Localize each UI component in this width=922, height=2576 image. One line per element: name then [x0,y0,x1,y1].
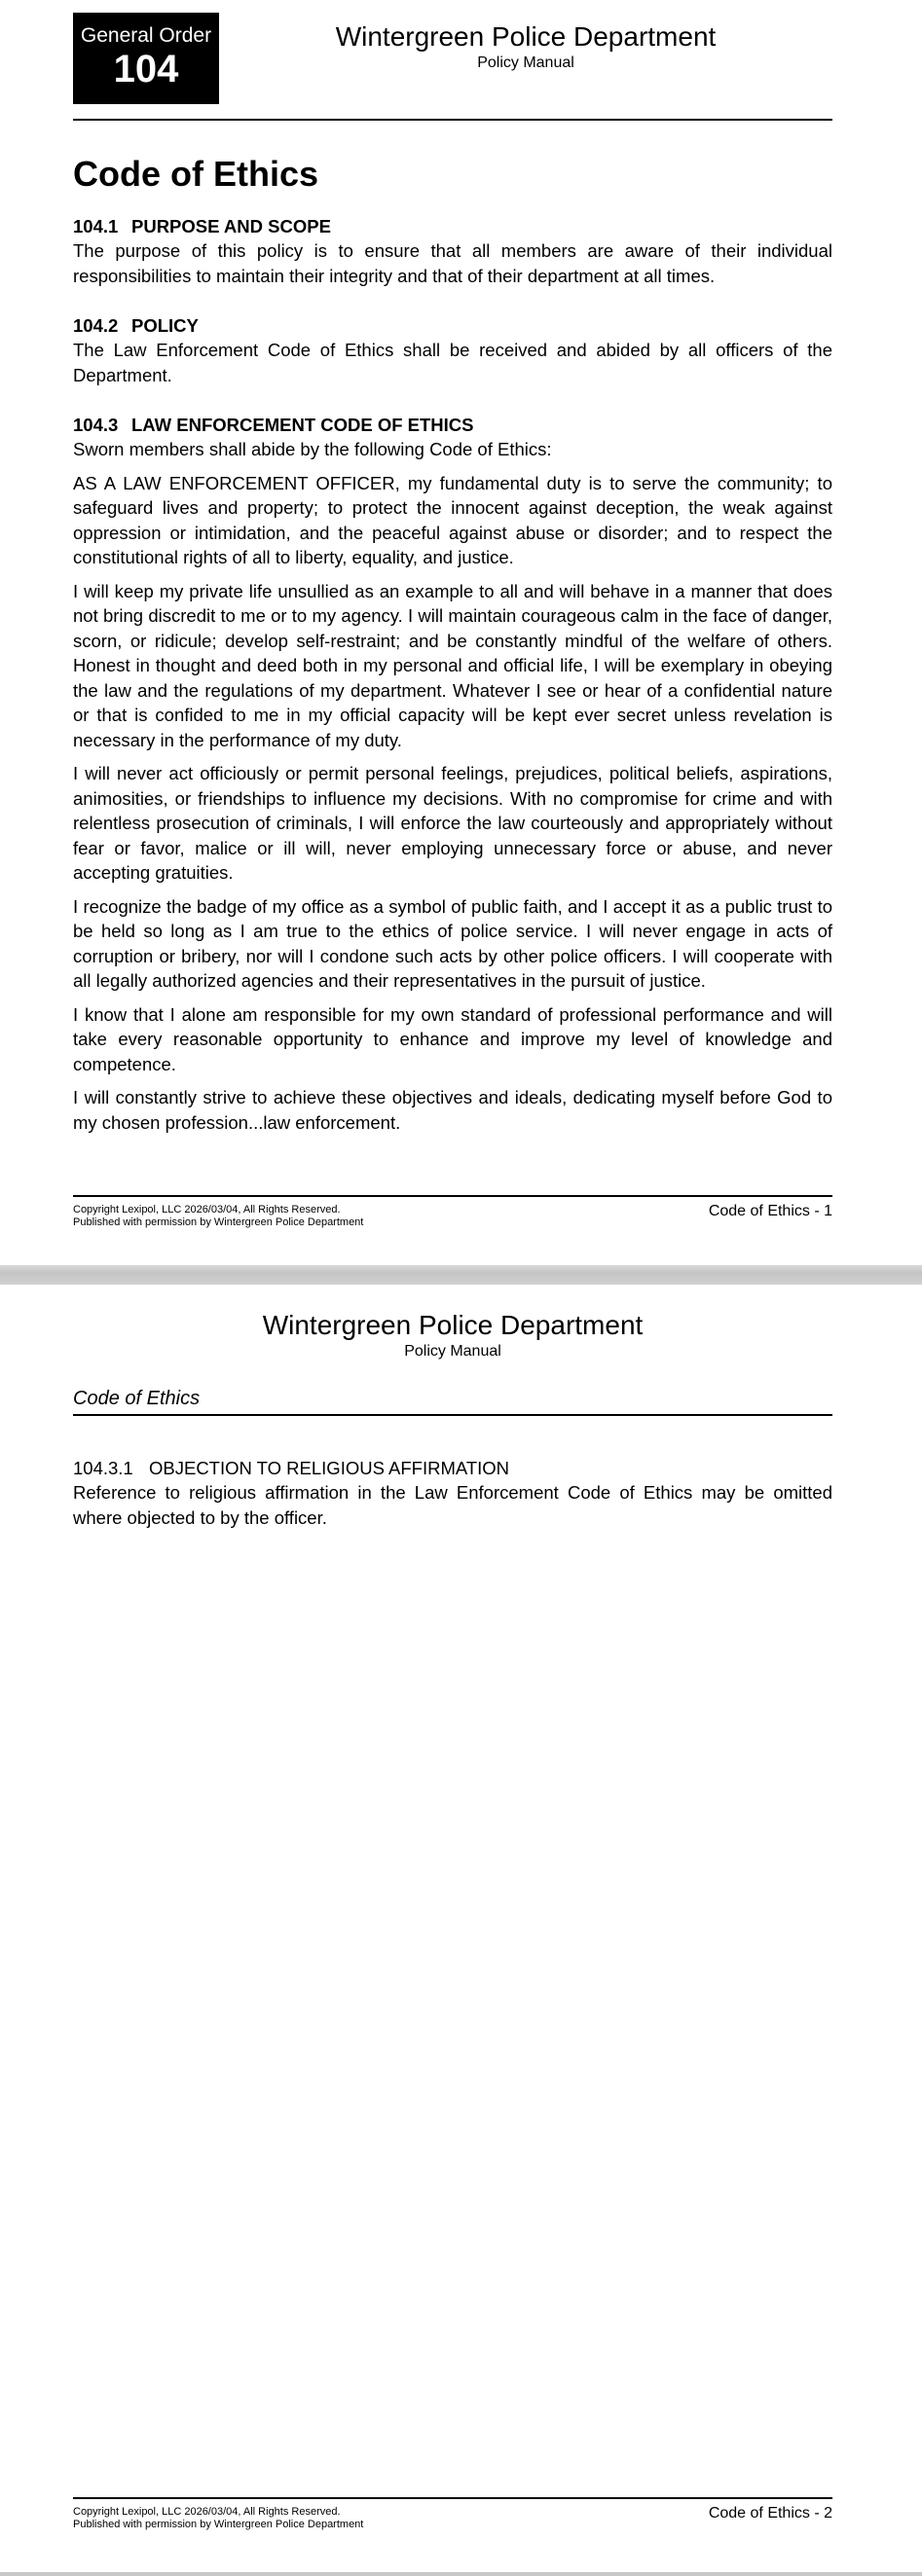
general-order-label: General Order [80,24,212,47]
section-number: 104.1 [73,216,119,236]
manual-name: Policy Manual [404,1343,501,1360]
department-name: Wintergreen Police Department [335,21,717,52]
general-order-badge [73,13,219,104]
subsection-104-3-1 [73,1456,832,1530]
document-page-1 [0,0,922,1265]
section-paragraph: The Law Enforcement Code of Ethics shall be received and abided by all officers of the Department. [73,340,832,385]
footer-divider [73,2497,832,2499]
section-heading [73,313,832,338]
section-heading [73,413,832,437]
footer-copyright: Copyright Lexipol, LLC 2026/03/04, All Rights Reserved. [73,2506,341,2518]
page-bottom-edge [0,2572,922,2576]
section-104-3 [73,413,832,1135]
section-paragraph: AS A LAW ENFORCEMENT OFFICER, my fundamental duty is to serve the community; to safeguard lives and property; to protect the innocent against deception, the weak against oppression or intimidation, and the peaceful against abuse or disorder; and to respect the constitutional rights of all to liberty, equality, and justice. [73,472,832,567]
section-104-1 [73,214,832,288]
section-number: 104.3 [73,415,119,435]
footer-page-number: Code of Ethics - 2 [708,2505,832,2522]
header-divider [73,1414,832,1416]
subsection-title: OBJECTION TO RELIGIOUS AFFIRMATION [149,1458,510,1478]
footer-published: Published with permission by Wintergreen Police Department [73,2519,364,2530]
department-name: Wintergreen Police Department [262,1310,644,1340]
subsection-number: 104.3.1 [73,1458,133,1478]
section-paragraph: I will never act officiously or permit personal feelings, prejudices, political beliefs, aspirations, animosities, or friendships to influence my decisions. With no compromise for crime and with relentless prosecution of criminals, I will enforce the law courteously and appropriately without fear or favor, malice or ill will, never employing unnecessary force or abuse, and never accepting gratuities. [73,763,832,883]
section-paragraph: I recognize the badge of my office as a symbol of public faith, and I accept it as a public trust to be held so long as I am true to the ethics of police service. I will never engage in acts of corruption or bribery, nor will I condone such acts by other police officers. I will cooperate with all legally authorized agencies and their representatives in the pursuit of justice. [73,895,832,991]
section-paragraph: The purpose of this policy is to ensure that all members are aware of their individual responsibilities to maintain their integrity and that of their department at all times. [73,240,832,286]
footer-divider [73,1195,832,1197]
section-paragraph: Sworn members shall abide by the following Code of Ethics: [73,439,552,459]
manual-name: Policy Manual [477,54,574,71]
subsection-paragraph: Reference to religious affirmation in the Law Enforcement Code of Ethics may be omitted where objected to by the officer. [73,1482,832,1528]
document-page-2 [0,1285,922,2572]
section-paragraph: I will constantly strive to achieve these objectives and ideals, dedicating myself before God to my chosen profession...law enforcement. [73,1087,832,1133]
section-104-2 [73,313,832,387]
footer-copyright: Copyright Lexipol, LLC 2026/03/04, All Rights Reserved. [73,1204,341,1215]
running-title: Code of Ethics [73,1388,201,1409]
section-number: 104.2 [73,315,119,336]
document-title: Code of Ethics [73,154,319,194]
section-title: PURPOSE AND SCOPE [131,216,331,236]
general-order-number: 104 [113,48,179,91]
section-heading [73,214,832,238]
footer-published: Published with permission by Wintergreen Police Department [73,1216,364,1228]
footer-copyright-block [73,1204,363,1229]
section-title: POLICY [131,315,199,336]
subsection-heading [73,1456,832,1480]
section-paragraph: I will keep my private life unsullied as an example to all and will behave in a manner that does not bring discredit to me or to my agency. I will maintain courageous calm in the face of danger, scorn, or ridicule; develop self-restraint; and be constantly mindful of the welfare of others. Honest in thought and deed both in my personal and official life, I will be exemplary in obeying the law and the regulations of my department. Whatever I see or hear of a confidential nature or that is confided to me in my official capacity will be kept ever secret unless revelation is necessary in the performance of my duty. [73,580,832,750]
page-separator [0,1265,922,1285]
footer-copyright-block [73,2506,363,2531]
header-divider [73,119,832,121]
section-title: LAW ENFORCEMENT CODE OF ETHICS [131,415,474,435]
section-paragraph: I know that I alone am responsible for my own standard of professional performance and will take every reasonable opportunity to enhance and improve my level of knowledge and competence. [73,1003,832,1074]
footer-page-number: Code of Ethics - 1 [708,1203,832,1219]
